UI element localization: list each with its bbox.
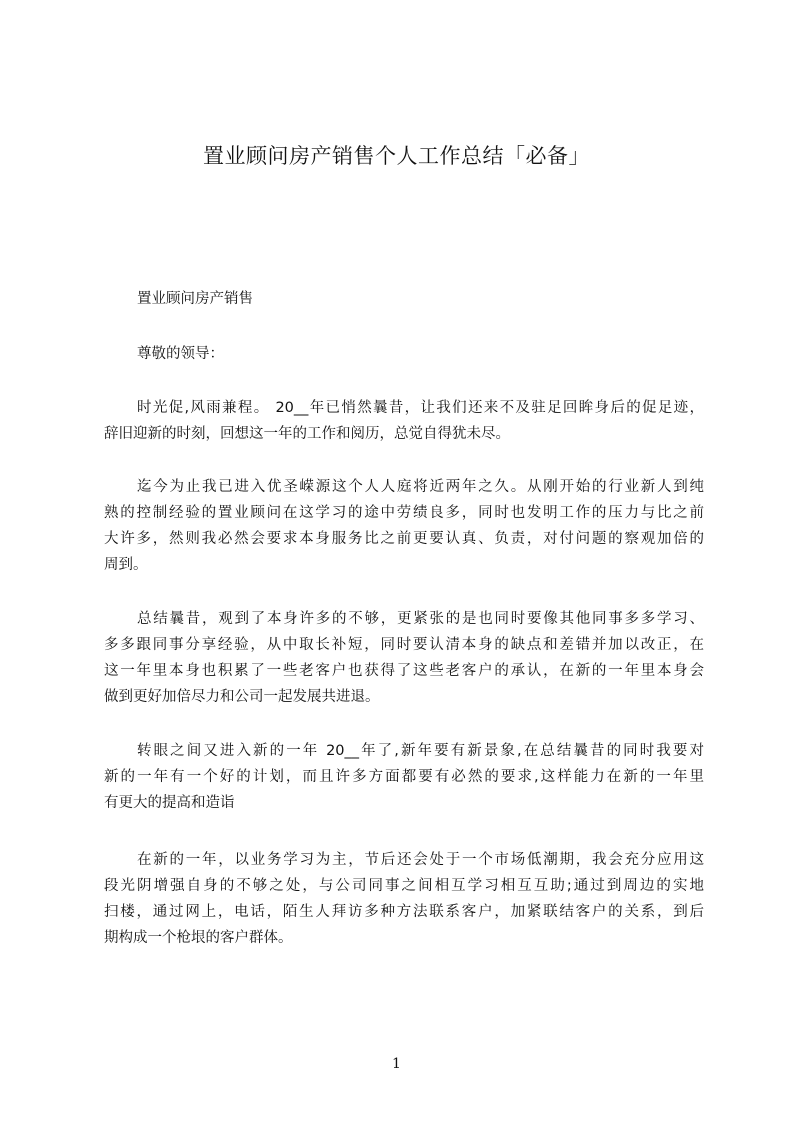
paragraph-1-line-1: 时光促,风雨兼程。 20__年已悄然曩昔，让我们还来不及驻足回眸身后的促足迹， [137, 400, 704, 416]
salutation: 尊敬的领导： [137, 346, 224, 362]
paragraph-2-line-2: 熟的控制经验的置业顾问在这学习的途中劳绩良多，同时也发明工作的压力与比之前 [104, 505, 704, 521]
paragraph-5-line-3: 扫楼，通过网上，电话，陌生人拜访多种方法联系客户，加紧联结客户的关系，到后 [104, 904, 704, 920]
paragraph-3-line-3: 这一年里本身也积累了一些老客户也获得了这些老客户的承认，在新的一年里本身会 [104, 663, 704, 679]
paragraph-5-line-2: 段光阴增强自身的不够之处，与公司同事之间相互学习相互互助;通过到周边的实地 [104, 878, 704, 894]
paragraph-2-line-4: 周到。 [104, 557, 148, 573]
subtitle: 置业顾问房产销售 [137, 291, 253, 307]
paragraph-4-line-3: 有更大的提高和造诣 [104, 795, 235, 811]
paragraph-3-line-4: 做到更好加倍尽力和公司一起发展共进退。 [104, 689, 380, 705]
paragraph-5-line-4: 期构成一个枪垠的客户群体。 [104, 930, 293, 946]
paragraph-2-line-1: 迄今为止我已进入优圣嵘源这个人人庭将近两年之久。从刚开始的行业新人到纯 [137, 479, 704, 495]
document-title: 置业顾问房产销售个人工作总结「必备」 [203, 144, 590, 168]
paragraph-3-line-2: 多多跟同事分享经验，从中取长补短，同时要认清本身的缺点和差错并加以改正，在 [104, 637, 704, 653]
paragraph-2-line-3: 大许多，然则我必然会要求本身服务比之前更要认真、负责，对付问题的察观加倍的 [104, 531, 704, 547]
paragraph-5-line-1: 在新的一年，以业务学习为主，节后还会处于一个市场低潮期，我会充分应用这 [137, 852, 704, 868]
paragraph-4-line-2: 新的一年有一个好的计划，而且许多方面都要有必然的要求,这样能力在新的一年里 [104, 769, 704, 785]
paragraph-1-line-2: 辞旧迎新的时刻，回想这一年的工作和阅历，总觉自得犹未尽。 [104, 426, 510, 442]
page-number: 1 [392, 1056, 401, 1072]
paragraph-3-line-1: 总结曩昔，观到了本身许多的不够，更紧张的是也同时要像其他同事多多学习、 [137, 611, 704, 627]
paragraph-4-line-1: 转眼之间又进入新的一年 20__年了,新年要有新景象,在总结曩昔的同时我要对 [137, 743, 704, 759]
